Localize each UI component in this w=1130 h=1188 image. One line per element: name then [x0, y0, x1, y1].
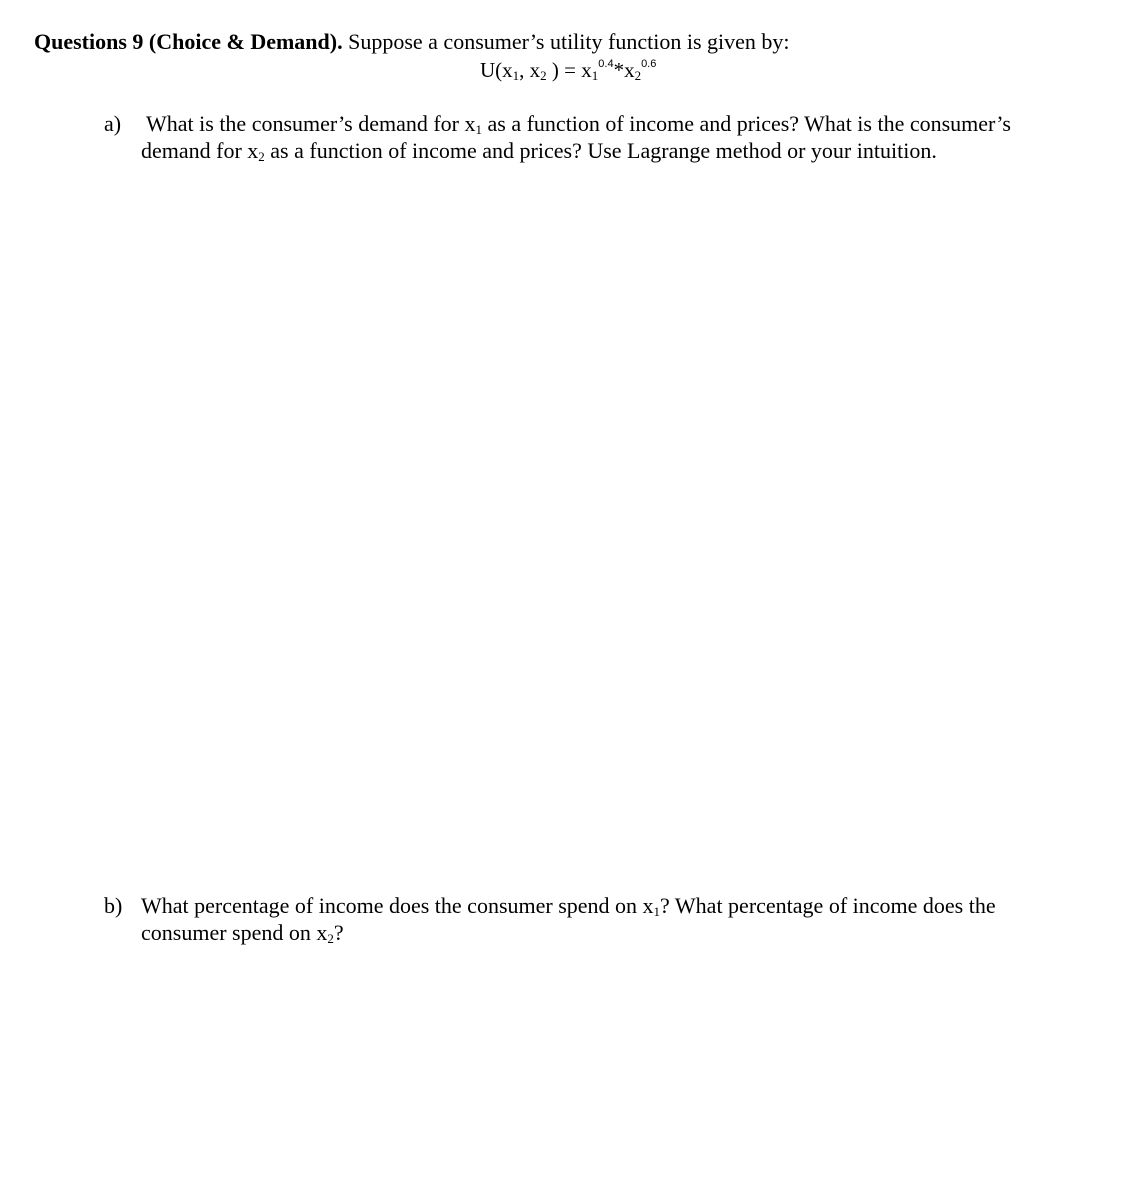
part-a-answer-space[interactable]	[104, 170, 1084, 870]
formula-subscript: 1	[591, 68, 599, 83]
formula-subscript: 2	[634, 68, 642, 83]
text-subscript: 1	[653, 904, 661, 919]
text-run: What percentage of income does the consumer spend on x	[141, 893, 654, 918]
utility-function-formula	[480, 56, 656, 84]
text-subscript: 2	[327, 931, 334, 946]
text-subscript: 2	[258, 149, 265, 164]
formula-part: U(x	[480, 58, 513, 82]
text-run: What is the consumer’s demand for x	[146, 111, 476, 136]
text-run: ? What percentage of income does the consumer spend on x	[141, 893, 996, 945]
part-a-text	[141, 110, 1084, 164]
part-b-answer-space[interactable]	[104, 955, 1084, 1175]
part-a-marker: a)	[104, 111, 122, 136]
formula-part: , x	[519, 58, 541, 82]
part-a-question	[104, 110, 1084, 164]
part-b-marker: b)	[104, 893, 123, 918]
formula-exponent: 0.6	[641, 58, 657, 70]
text-subscript: 1	[475, 122, 483, 137]
part-b-text	[141, 892, 1084, 946]
question-title: Questions 9 (Choice & Demand).	[34, 29, 343, 54]
part-b-question	[104, 892, 1084, 946]
text-run: ?	[333, 920, 344, 945]
question-heading	[34, 28, 790, 56]
formula-part: ) = x	[546, 58, 592, 82]
formula-subscript: 2	[540, 68, 547, 83]
formula-exponent: 0.4	[598, 58, 614, 70]
formula-part: *x	[613, 58, 635, 82]
formula-subscript: 1	[512, 68, 520, 83]
question-intro: Suppose a consumer’s utility function is given by:	[342, 29, 790, 54]
text-run: as a function of income and prices? What is the consumer’s demand for x	[141, 111, 1011, 163]
text-run: as a function of income and prices? Use Lagrange method or your intuition.	[264, 138, 937, 163]
